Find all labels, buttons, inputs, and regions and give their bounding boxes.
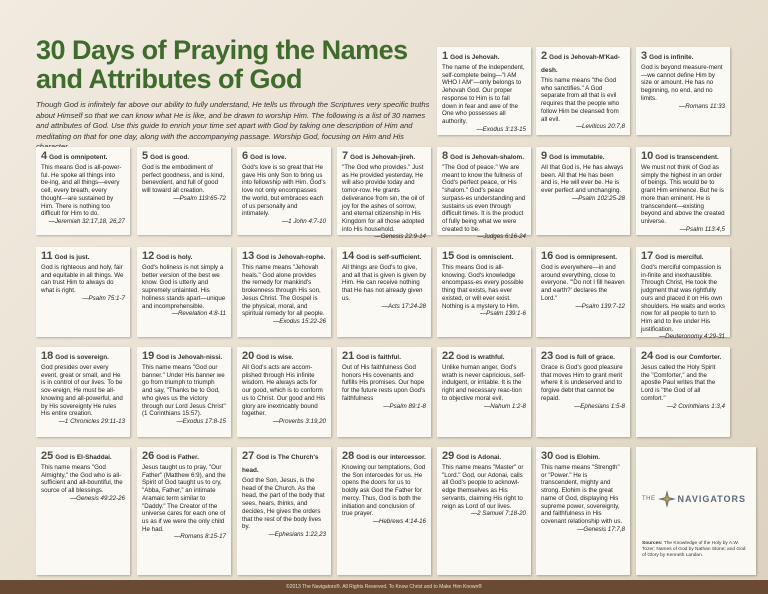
attribute-card	[337, 347, 431, 437]
card-scripture-ref: —Acts 17:24-28	[381, 302, 426, 310]
card-name: God is transcendent.	[655, 154, 719, 161]
card-name: God is Jehovah-rophe.	[256, 254, 326, 261]
attribute-card	[137, 147, 231, 235]
card-name: God is sovereign.	[55, 354, 109, 361]
attribute-card	[237, 247, 331, 337]
card-scripture-ref: —2 Corinthians 1:3,4	[666, 402, 725, 410]
card-number: 23	[541, 350, 554, 362]
card-scripture-ref: —Nahum 1:2-8	[484, 402, 526, 410]
sources-text: The Knowledge of the Holy by A.W. Tozer; Names of God by Nathan Stone; and God of Glory by Kenneth Landan.	[642, 541, 746, 559]
card-name: God is just.	[54, 254, 90, 261]
card-heading	[342, 450, 426, 463]
card-name: God is Jehovah-nissi.	[156, 354, 223, 361]
card-heading	[442, 50, 526, 63]
card-number: 19	[142, 350, 155, 362]
card-heading	[541, 450, 625, 463]
card-heading	[342, 150, 426, 163]
card-scripture-ref: —Psalm 113:4,5	[679, 225, 725, 233]
attribute-card	[536, 147, 630, 235]
card-scripture-ref: —Genesis 22:9-14	[374, 233, 426, 241]
card-scripture-ref: —Psalm 75:1-7	[82, 294, 125, 302]
card-scripture-ref: —1 Chronicles 29:11-13	[58, 417, 125, 425]
card-number: 29	[442, 450, 455, 462]
card-heading	[541, 250, 625, 263]
card-scripture-ref: —1 John 4:7-10	[281, 217, 326, 225]
card-name: God is omnipresent.	[555, 254, 618, 261]
card-number: 5	[142, 150, 149, 162]
card-scripture-ref: —Exodus 3:13-15	[476, 125, 526, 133]
card-description: God is the embodiment of perfect goodness, and is kind, benevolent, and full of good will toward all creation.	[142, 164, 225, 195]
card-description: All things are God's to give, and all that is given is given by Him. He can receive nothing that He has not already given us.	[342, 264, 426, 302]
card-description: The name of the independent, self-complete being—"I AM WHO I AM"—only belongs to Jehovah God. Our proper response to Him is to fall down in fear and awe of the One who possesses all authority.	[442, 64, 525, 125]
card-number: 16	[541, 250, 554, 262]
card-name: God is Father.	[156, 454, 199, 461]
card-heading	[41, 350, 125, 363]
card-description: God is righteous and holy, fair and equitable in all things. We can trust Him to always do what is right.	[41, 264, 124, 295]
navigators-logo	[642, 487, 750, 511]
card-heading	[142, 250, 226, 263]
attribute-card	[636, 147, 730, 235]
card-scripture-ref: —2 Samuel 7:18-20	[470, 510, 526, 518]
card-number: 11	[41, 250, 53, 262]
card-heading	[41, 150, 125, 163]
card-heading	[641, 250, 725, 263]
card-number: 1	[442, 50, 449, 62]
card-scripture-ref: —Psalm 89:1-8	[383, 402, 426, 410]
card-description: This name means "God our banner." Under His banner we go from triumph to triumph and say, "Thanks be to God, who gives us the victory through our Lord Jesus Christ" (1 Corinthians 15:57).	[142, 364, 226, 418]
card-scripture-ref: —Romans 8:15-17	[174, 533, 226, 541]
attribute-card	[337, 247, 431, 337]
card-description: "The God of peace." We are meant to know the fullness of God's perfect peace, or His "shalom." God's peace surpass-es understanding and sustains us even through difficult times. It is the product of fully being what we were created to be.	[442, 164, 526, 233]
card-heading	[142, 150, 226, 163]
card-number: 4	[41, 150, 48, 162]
attribute-card	[337, 147, 431, 241]
card-number: 21	[342, 350, 355, 362]
attribute-card	[237, 347, 331, 437]
attribute-card	[237, 447, 331, 575]
card-number: 25	[41, 450, 54, 462]
card-scripture-ref: —Leviticus 20:7,8	[575, 123, 625, 131]
card-description: Knowing our temptations, God the Son intercedes for us. He opens the doors for us to boldly ask God the Father for mercy. Thus, God is both the initiation and conclusion of true prayer.	[342, 464, 426, 518]
card-name: God is Adonai.	[456, 454, 502, 461]
card-number: 22	[442, 350, 455, 362]
attribute-card	[36, 147, 130, 235]
card-heading	[142, 350, 226, 363]
attribute-card	[536, 247, 630, 337]
card-description: "The God who provides." Just as He provided yesterday, He will also provide today and tomor-row. He grants deliverance from sin, the oil of joy for the ashes of sorrow, and eternal citizenship in His Kingdom for all those adopted into His household.	[342, 164, 425, 233]
card-description: Out of His faithfulness God honors His covenants and fulfills His promises. Our hope for the future rests upon God's faithfulness	[342, 364, 426, 402]
card-scripture-ref: —Exodus 15:22-26	[273, 317, 326, 325]
attribute-card	[536, 447, 630, 575]
attribute-card	[437, 247, 531, 337]
card-scripture-ref: —Psalm 139:1-6	[479, 310, 526, 318]
card-name: God is holy.	[156, 254, 193, 261]
attribute-card	[636, 247, 730, 341]
card-number: 27	[242, 450, 255, 462]
card-name: God is Elohim.	[555, 454, 600, 461]
attribute-card	[437, 347, 531, 437]
card-heading	[342, 350, 426, 363]
card-name: God is full of grace.	[555, 354, 615, 361]
page-title: 30 Days of Praying the Names and Attributes of God	[36, 35, 408, 94]
card-number: 10	[641, 150, 654, 162]
card-scripture-ref: —Exodus 17:8-15	[176, 417, 226, 425]
card-description: This means God is all-power-ful. He spoke all things into be-ing, and all things—every cell, every breath, every thought—are sustained by Him. There is nothing too difficult for Him to do.	[41, 164, 122, 218]
card-heading	[541, 350, 625, 363]
card-description: God's holiness is not simply a better version of the best we know. God is utterly and supremely unlainted. His holiness stands apart—unique and incomprehensible.	[142, 264, 226, 310]
card-heading	[641, 50, 725, 63]
card-number: 26	[142, 450, 155, 462]
card-scripture-ref: —Judges 6:16-24	[477, 233, 526, 241]
attribute-card	[536, 347, 630, 437]
card-scripture-ref: —Psalm 119:65-72	[173, 194, 226, 202]
card-description: God the Son, Jesus, is the head of the Church. As the head, the part of the body that sees, hears, thinks, and decides, He gives the orders that the rest of the body lives by.	[242, 477, 325, 531]
card-description: God presides over every event, great or small, and He is in control of our lives. To be sov-ereign, He must be all-knowing and all-powerful, and by His sovereignty He rules His entire creation.	[41, 364, 123, 418]
card-description: This name means "Jehovah heals." God alone provides the remedy for mankind's brokenness through His son, Jesus Christ. The Gospel is the physical, moral, and spiritual remedy for all people.	[242, 264, 325, 318]
logo-the: THE	[642, 496, 656, 502]
card-name: God is omnipotent.	[49, 154, 108, 161]
sources-label: Sources:	[642, 541, 663, 546]
card-description: God is beyond measure-ment—we cannot define Him by size or amount. He has no beginning, no end, and no limits.	[641, 64, 723, 102]
card-number: 8	[442, 150, 449, 162]
card-number: 30	[541, 450, 554, 462]
card-description: Jesus taught us to pray, "Our Father" (Matthew 6:9), and the Spirit of God taught us to cry, "Abba, Father," an intimate Aramaic term similar to "Daddy." The Creator of the universe cares for each one of us as if we were the only child He had.	[142, 464, 226, 533]
logo-wordmark: NAVIGATORS	[677, 494, 747, 504]
card-number: 17	[641, 250, 654, 262]
card-heading	[442, 250, 526, 263]
card-description: God is everywhere—in and around everything, close to everyone. "'Do not I fill heaven and earth?' declares the Lord."	[541, 264, 625, 302]
card-description: This means God is all-knowing. God's knowledge encompass-es every possible thing that exists, has ever existed, or will ever exist. Nothing is a mystery to Him.	[442, 264, 524, 310]
attribute-card	[137, 247, 231, 337]
card-number: 6	[242, 150, 249, 162]
card-heading	[242, 150, 326, 163]
attribute-card	[36, 247, 130, 337]
card-scripture-ref: —Revelation 4:8-11	[171, 310, 226, 318]
card-name: God is The Church's head.	[242, 454, 319, 474]
card-number: 14	[342, 250, 355, 262]
card-number: 2	[541, 50, 548, 62]
attribute-card	[237, 147, 331, 235]
card-name: God is Jehovah-shalom.	[450, 154, 524, 161]
card-number: 3	[641, 50, 648, 62]
card-name: God is wise.	[256, 354, 294, 361]
card-heading	[541, 50, 625, 76]
card-heading	[41, 450, 125, 463]
attribute-card	[36, 447, 130, 575]
card-name: God is El-Shaddai.	[55, 454, 112, 461]
card-heading	[541, 150, 625, 163]
footer-bar	[0, 580, 768, 594]
card-name: God is faithful.	[356, 354, 401, 361]
card-description: Jesus called the Holy Spirit the "Comforter," and the apostle Paul writes that the Lord is "the God of all comfort."	[641, 364, 716, 402]
card-description: God's love is so great that He gave His only Son to bring us into fellowship with Him. God's love not only encompasses the world, but embraces each of us personally and intimately.	[242, 164, 326, 218]
card-name: God is our Comforter.	[655, 354, 722, 361]
card-heading	[442, 150, 526, 163]
card-heading	[442, 350, 526, 363]
card-scripture-ref: —Genesis 17:7,8	[577, 525, 625, 533]
card-name: God is infinite.	[649, 54, 694, 61]
card-description: We must not think of God as simply the highest in an order of beings. This would be to grant Him eminence. But he is more than eminent. He is transcendent—existing beyond and above the created universe.	[641, 164, 725, 225]
card-scripture-ref: —Proverbs 3:19,20	[272, 417, 326, 425]
card-name: God is self-sufficient.	[356, 254, 422, 261]
attribute-card	[437, 447, 531, 575]
card-scripture-ref: —Genesis 49:22-26	[69, 494, 125, 502]
card-heading	[641, 350, 725, 363]
copyright-text: ©2013 The Navigators®. All Rights Reserved. To Know Christ and to Make Him Known®	[286, 584, 482, 590]
card-number: 13	[242, 250, 255, 262]
navigators-card	[636, 447, 756, 575]
card-scripture-ref: —Psalm 102:25-28	[572, 194, 625, 202]
attribute-card	[36, 347, 130, 437]
card-number: 18	[41, 350, 54, 362]
attribute-card	[636, 47, 730, 135]
intro-paragraph: Though God is infinitely far above our ability to fully understand, He tells us through the Scriptures very specific truths about Himself so that we can know what He is like, and be drawn to worship Him. The following is a list of 30 names and attributes of God. Use this guide to enrich your time set apart with God by taking one description of Him and meditating on that for one day, along with the accompanying passage. Worship God, focusing on Him and His	[36, 100, 430, 141]
card-name: God is immutable.	[549, 154, 605, 161]
card-description: Unlike human anger, God's wrath is never capricious, self-indulgent, or irritable. It is the right and necessary reac-tion to objective moral evil.	[442, 364, 526, 402]
sources-note	[642, 541, 750, 560]
card-heading	[242, 250, 326, 263]
compass-star-icon	[658, 490, 676, 508]
card-name: God is Jehovah.	[450, 54, 500, 61]
card-name: God is Jehovah-jireh.	[350, 154, 416, 161]
attribute-card	[137, 347, 231, 437]
attribute-card	[536, 47, 630, 135]
card-description: This name means "God Almighty," the God who is all-sufficient and all-bountiful, the source of all blessings.	[41, 464, 123, 495]
card-heading	[442, 450, 526, 463]
card-description: This name means "the God who sanctifies." A God separate from all that is evil requires that the people who follow Him be cleansed from all evil.	[541, 77, 620, 123]
card-scripture-ref: —Romans 11:33	[679, 102, 725, 110]
card-heading	[41, 250, 125, 263]
card-number: 15	[442, 250, 455, 262]
card-name: God is our intercessor.	[356, 454, 426, 461]
card-number: 12	[142, 250, 155, 262]
card-name: God is omniscient.	[456, 254, 514, 261]
card-heading	[242, 450, 326, 476]
attribute-card	[437, 147, 531, 241]
card-description: God's merciful compassion is in-finite and inexhaustible. Through Christ, He took the judgment that was rightfully ours and placed it on His own shoulders. He waits and works now for all people to turn to Him and to live under His justification.	[641, 264, 725, 333]
attribute-card	[337, 447, 431, 575]
card-number: 9	[541, 150, 548, 162]
card-description: All that God is, He has always been. All that He has been and is, He will ever be. He is ever perfect and unchanging.	[541, 164, 624, 195]
card-number: 7	[342, 150, 349, 162]
card-number: 28	[342, 450, 355, 462]
card-description: Grace is God's good pleasure that moves Him to grant merit where it is undeserved and to forgive debt that cannot be repaid.	[541, 364, 623, 402]
card-scripture-ref: —Deuteronomy 4:29-31	[658, 333, 725, 341]
card-name: God is good.	[150, 154, 190, 161]
card-name: God is merciful.	[655, 254, 704, 261]
card-number: 20	[242, 350, 255, 362]
attribute-card	[437, 47, 531, 135]
card-description: This name means "Master" or "Lord." God, our Adonai, calls all God's people to acknowl-edge themselves as His servants, claiming His right to reign as Lord of our lives.	[442, 464, 524, 510]
attribute-card	[137, 447, 231, 575]
card-number: 24	[641, 350, 654, 362]
card-heading	[242, 350, 326, 363]
card-name: God is wrathful.	[456, 354, 505, 361]
attribute-card	[636, 347, 730, 437]
card-name: God is love.	[250, 154, 287, 161]
card-scripture-ref: —Ephesians 1:22,23	[268, 530, 326, 538]
card-name: God is Jehovah-M'Kad-desh.	[541, 54, 620, 74]
card-description: All God's acts are accom-plished through His infinite wisdom. He always acts for our good, which is to conform us to Christ. Our good and His glory are inextricably bound together.	[242, 364, 326, 418]
card-scripture-ref: —Ephesians 1:5-8	[574, 402, 625, 410]
card-scripture-ref: —Psalm 139:7-12	[575, 302, 625, 310]
card-scripture-ref: —Hebrews 4:14-16	[372, 517, 426, 525]
card-heading	[342, 250, 426, 263]
card-description: This name means "Strength" or "Power." He is transcendent, mighty and strong. Elohim is the great name of God, displaying His supreme power, sovereignty, and faithfulness in His covenant relationship with us.	[541, 464, 623, 525]
card-scripture-ref: —Jeremiah 32:17,18, 26,27	[48, 217, 125, 225]
card-heading	[142, 450, 226, 463]
card-heading	[641, 150, 725, 163]
